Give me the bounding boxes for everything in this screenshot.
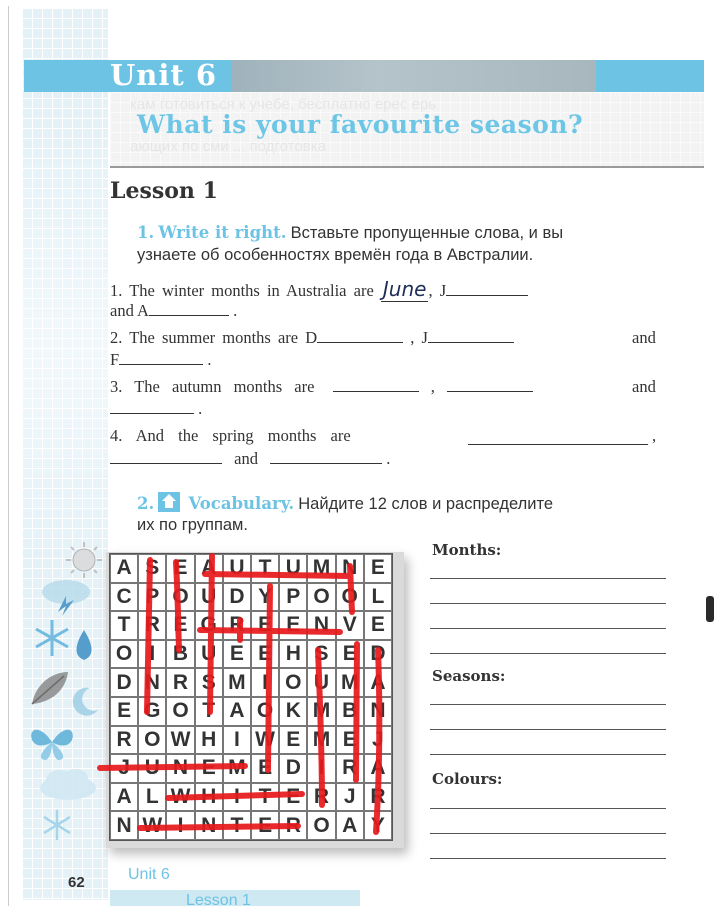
answer-line[interactable]	[430, 858, 666, 859]
title-divider	[110, 166, 704, 168]
wordsearch-cell[interactable]: O	[166, 583, 194, 612]
wordsearch-cell[interactable]: U	[195, 640, 223, 669]
wordsearch-cell[interactable]: O	[251, 697, 279, 726]
wordsearch-cell[interactable]: G	[195, 611, 223, 640]
item4-and: and	[234, 449, 258, 468]
wordsearch-cell[interactable]: R	[279, 811, 307, 840]
months-heading: Months:	[432, 541, 502, 559]
task1-title: Write it right.	[158, 223, 287, 242]
wordsearch-cell[interactable]: A	[336, 811, 364, 840]
wordsearch-cell[interactable]: N	[364, 697, 392, 726]
wordsearch-cell[interactable]: T	[223, 811, 251, 840]
wordsearch-cell[interactable]: T	[110, 611, 138, 640]
wordsearch-cell[interactable]: G	[138, 697, 166, 726]
wordsearch-cell[interactable]: I	[223, 726, 251, 755]
answer-line[interactable]	[430, 729, 666, 730]
wordsearch-cell[interactable]: N	[195, 811, 223, 840]
wordsearch-cell[interactable]: O	[138, 726, 166, 755]
wordsearch-cell[interactable]: P	[279, 583, 307, 612]
answer-blank[interactable]	[428, 327, 514, 343]
wordsearch-cell[interactable]: A	[195, 554, 223, 583]
answer-line[interactable]	[430, 754, 666, 755]
wordsearch-cell[interactable]: D	[223, 583, 251, 612]
wordsearch-cell[interactable]: L	[364, 583, 392, 612]
item1-text: 1. The winter months in Australia are	[110, 281, 374, 300]
unit-title: Unit 6	[110, 58, 218, 92]
wordsearch-cell[interactable]: R	[166, 668, 194, 697]
wordsearch-cell[interactable]: V	[336, 611, 364, 640]
item1-j: , J	[428, 281, 447, 300]
wordsearch-cell[interactable]: S	[138, 554, 166, 583]
wordsearch-cell[interactable]: C	[110, 583, 138, 612]
wordsearch-cell[interactable]: E	[279, 783, 307, 812]
exercise-item-4: 4. And the spring months are ,	[110, 426, 657, 445]
task2-instruction: Найдите 12 слов и распределите	[298, 495, 554, 513]
answer-blank[interactable]	[468, 429, 648, 445]
answer-line[interactable]	[430, 628, 666, 629]
wordsearch-cell[interactable]: E	[364, 611, 392, 640]
answer-blank[interactable]	[110, 398, 194, 414]
wordsearch-cell[interactable]: A	[364, 754, 392, 783]
wordsearch-cell[interactable]: H	[195, 726, 223, 755]
wordsearch-cell[interactable]: T	[251, 554, 279, 583]
wordsearch-cell[interactable]: E	[110, 697, 138, 726]
wordsearch-cell[interactable]: B	[166, 640, 194, 669]
wordsearch-cell[interactable]: W	[166, 726, 194, 755]
wordsearch-cell[interactable]: U	[223, 554, 251, 583]
task1-heading	[137, 222, 667, 244]
drops-icon	[64, 626, 104, 666]
unit-header-shade	[231, 60, 596, 92]
answer-blank[interactable]	[447, 376, 533, 392]
wordsearch-cell[interactable]: I	[251, 668, 279, 697]
wordsearch-cell[interactable]: I	[166, 811, 194, 840]
answer-line[interactable]	[430, 653, 666, 654]
snowflake-small-icon	[40, 808, 74, 842]
wordsearch-cell[interactable]: E	[279, 726, 307, 755]
answer-blank[interactable]	[110, 448, 222, 464]
home-icon	[158, 492, 180, 512]
wordsearch-cell[interactable]: M	[223, 668, 251, 697]
item1-and: and A	[110, 301, 149, 320]
wordsearch-cell[interactable]: D	[110, 668, 138, 697]
wordsearch-cell[interactable]: E	[166, 611, 194, 640]
wordsearch-cell[interactable]: A	[364, 668, 392, 697]
wordsearch-cell[interactable]: A	[110, 783, 138, 812]
wordsearch-cell[interactable]: U	[138, 754, 166, 783]
wordsearch-cell[interactable]: U	[195, 583, 223, 612]
wordsearch-cell[interactable]: I	[307, 754, 335, 783]
leaf-icon	[28, 668, 72, 708]
wordsearch-cell[interactable]: R	[307, 783, 335, 812]
wordsearch-cell[interactable]: A	[110, 554, 138, 583]
answer-line[interactable]	[430, 603, 666, 604]
wordsearch-cell[interactable]: R	[223, 611, 251, 640]
answer-blank[interactable]	[317, 327, 403, 343]
bleed-through-text: ающих по сми ... подготовка	[130, 138, 326, 155]
wordsearch-cell[interactable]: E	[251, 611, 279, 640]
wordsearch-cell[interactable]: S	[195, 668, 223, 697]
item4-text: 4. And the spring months are	[110, 426, 351, 445]
wordsearch-cell[interactable]: H	[279, 640, 307, 669]
answer-blank[interactable]	[119, 349, 203, 365]
colours-heading: Colours:	[432, 770, 503, 788]
lesson-title: Lesson 1	[110, 178, 218, 204]
wordsearch-cell[interactable]: M	[307, 697, 335, 726]
wordsearch-cell[interactable]: T	[251, 783, 279, 812]
moon-icon	[68, 684, 102, 718]
wordsearch-cell[interactable]: I	[138, 640, 166, 669]
wordsearch-cell[interactable]: E	[166, 554, 194, 583]
scroll-handle[interactable]	[706, 596, 714, 622]
wordsearch-cell[interactable]: E	[336, 640, 364, 669]
strip-fade	[22, 140, 108, 560]
exercise-item-4-cont: and .	[110, 448, 390, 470]
item2-j: , J	[410, 328, 428, 347]
wordsearch-cell[interactable]: Y	[251, 583, 279, 612]
butterfly-icon	[26, 720, 78, 764]
wordsearch-cell[interactable]: E	[251, 811, 279, 840]
wordsearch-cell[interactable]: N	[166, 754, 194, 783]
exercise-item-1-cont: and A .	[110, 301, 238, 320]
answer-line[interactable]	[430, 808, 666, 809]
wordsearch-cell[interactable]: O	[336, 583, 364, 612]
wordsearch-cell[interactable]: M	[336, 668, 364, 697]
answer-blank[interactable]	[446, 280, 528, 296]
wordsearch-cell[interactable]: Y	[364, 811, 392, 840]
answer-line[interactable]	[430, 833, 666, 834]
wordsearch-cell[interactable]: J	[110, 754, 138, 783]
wordsearch-cell[interactable]: O	[110, 640, 138, 669]
answer-blank[interactable]	[270, 448, 382, 464]
exercise-item-2-cont: F .	[110, 350, 212, 369]
footer-lesson: Lesson 1	[186, 892, 251, 906]
wordsearch-cell[interactable]: W	[251, 726, 279, 755]
wordsearch-cell[interactable]: J	[336, 783, 364, 812]
wordsearch-cell[interactable]: M	[223, 754, 251, 783]
wordsearch-cell[interactable]: E	[223, 640, 251, 669]
wordsearch-cell[interactable]: E	[336, 726, 364, 755]
wordsearch-cell[interactable]: D	[279, 754, 307, 783]
item2-f: F	[110, 350, 120, 369]
task2-instruction-line2: их по группам.	[137, 516, 248, 534]
wordsearch-cell[interactable]: O	[279, 668, 307, 697]
item3-text: 3. The autumn months are	[110, 377, 315, 396]
wordsearch-cell[interactable]: R	[110, 726, 138, 755]
cloud-icon	[36, 764, 100, 804]
page-number: 62	[68, 874, 85, 891]
wordsearch-cell[interactable]: W	[138, 811, 166, 840]
storm-cloud-icon	[36, 572, 94, 616]
task1-instruction-line2: узнаете об особенностях времён года в Австралии.	[137, 246, 534, 264]
wordsearch-cell[interactable]: E	[251, 640, 279, 669]
wordsearch-cell[interactable]: B	[336, 697, 364, 726]
exercise-item-3-cont: .	[110, 398, 202, 420]
task2-number: 2.	[137, 494, 155, 513]
answer-line[interactable]	[430, 578, 666, 579]
wordsearch-cell[interactable]: M	[307, 726, 335, 755]
wordsearch-cell[interactable]: E	[195, 754, 223, 783]
wordsearch-cell[interactable]: N	[336, 554, 364, 583]
bleed-through-text: кам готовиться к учебе, бесплатно ерес ерь	[130, 96, 437, 113]
item3-and: and	[632, 377, 656, 396]
page-title: What is your favourite season?	[137, 110, 584, 139]
wordsearch-cell[interactable]: O	[166, 697, 194, 726]
item2-and: and	[632, 328, 656, 347]
wordsearch-cell[interactable]: M	[307, 554, 335, 583]
footer-unit: Unit 6	[128, 866, 170, 883]
wordsearch-cell[interactable]: A	[223, 697, 251, 726]
wordsearch-cell[interactable]: O	[307, 583, 335, 612]
wordsearch-cell[interactable]: E	[251, 754, 279, 783]
wordsearch-cell[interactable]: S	[307, 640, 335, 669]
wordsearch-cell[interactable]: I	[223, 783, 251, 812]
wordsearch-cell[interactable]: N	[138, 668, 166, 697]
wordsearch-cell[interactable]: U	[279, 554, 307, 583]
wordsearch-cell[interactable]: D	[364, 640, 392, 669]
wordsearch-cell[interactable]: U	[307, 668, 335, 697]
wordsearch-cell[interactable]: O	[307, 811, 335, 840]
task2-heading	[137, 492, 677, 515]
task1-number: 1.	[137, 223, 155, 242]
wordsearch-grid	[109, 553, 393, 841]
wordsearch-cell[interactable]: J	[364, 726, 392, 755]
item1-handwritten-answer[interactable]: June	[382, 277, 427, 301]
wordsearch-cell[interactable]: R	[138, 611, 166, 640]
wordsearch-cell[interactable]: W	[166, 783, 194, 812]
answer-blank[interactable]	[333, 376, 419, 392]
wordsearch-cell[interactable]: R	[364, 783, 392, 812]
seasons-heading: Seasons:	[432, 667, 506, 685]
task1-instruction: Вставьте пропущенные слова, и вы	[290, 224, 564, 242]
wordsearch-cell[interactable]: P	[138, 583, 166, 612]
exercise-item-2	[110, 327, 670, 349]
exercise-item-1	[110, 278, 670, 302]
wordsearch-cell[interactable]: R	[336, 754, 364, 783]
answer-blank[interactable]	[149, 300, 229, 316]
wordsearch-cell[interactable]: T	[195, 697, 223, 726]
item2-text: 2. The summer months are D	[110, 328, 318, 347]
wordsearch-cell[interactable]: K	[279, 697, 307, 726]
answer-line[interactable]	[430, 704, 666, 705]
task2-title: Vocabulary.	[188, 494, 295, 513]
wordsearch-cell[interactable]: E	[364, 554, 392, 583]
wordsearch-cell[interactable]: L	[138, 783, 166, 812]
wordsearch-cell[interactable]: E	[279, 611, 307, 640]
wordsearch-cell[interactable]: H	[195, 783, 223, 812]
exercise-item-3: 3. The autumn months are , and	[110, 377, 656, 396]
wordsearch-cell[interactable]: N	[307, 611, 335, 640]
wordsearch-cell[interactable]: N	[110, 811, 138, 840]
